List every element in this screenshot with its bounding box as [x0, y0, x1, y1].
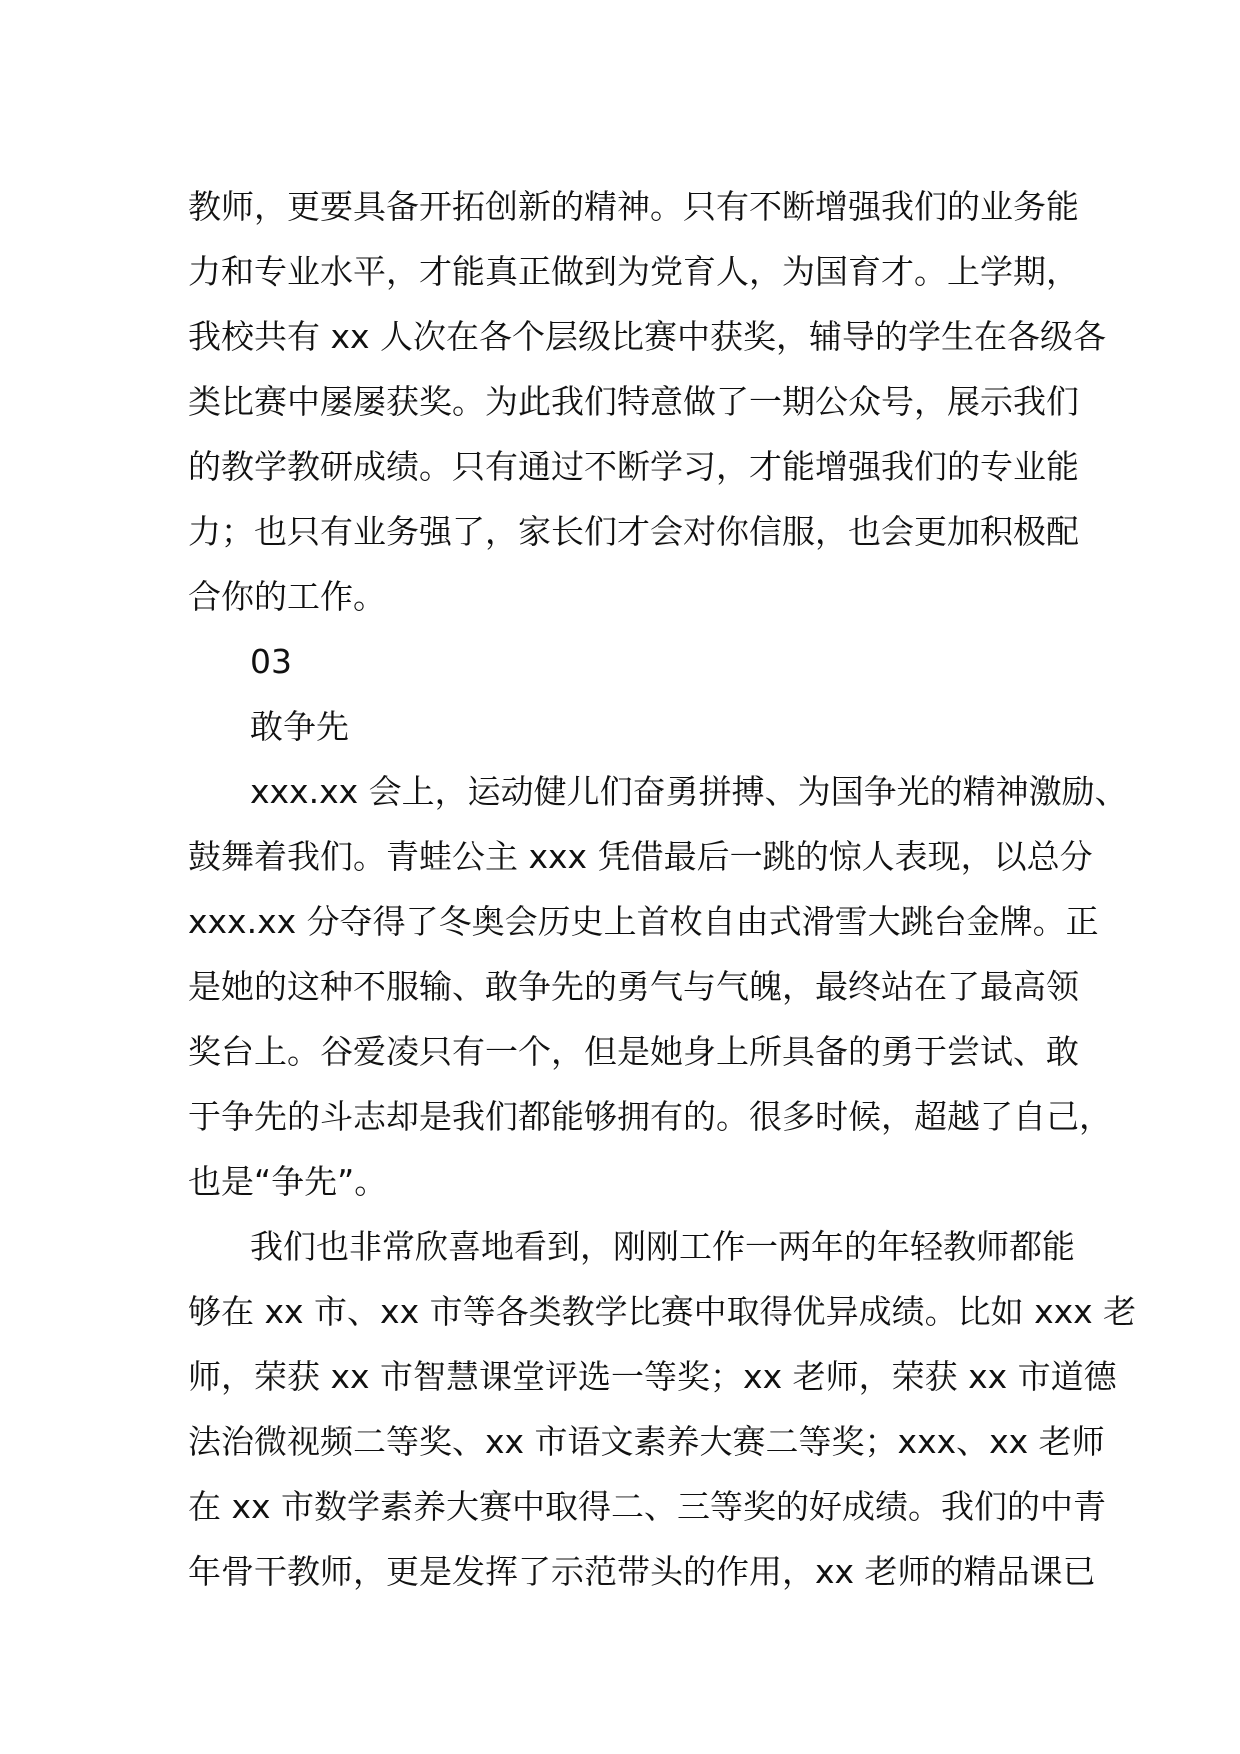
text-line: 师，荣获 xx 市智慧课堂评选一等奖；xx 老师，荣获 xx 市道德 [188, 1357, 1117, 1396]
text-line: 合你的工作。 [188, 577, 386, 616]
text-line: 奖台上。谷爱凌只有一个，但是她身上所具备的勇于尝试、敢 [188, 1032, 1079, 1071]
paragraph-teachers [188, 1214, 1137, 1604]
text-line: xxx.xx 会上，运动健儿们奋勇拼搏、为国争光的精神激励、 [250, 772, 1128, 811]
text-line: 够在 xx 市、xx 市等各类教学比赛中取得优异成绩。比如 xxx 老 [188, 1292, 1137, 1331]
text-line: 鼓舞着我们。青蛙公主 xxx 凭借最后一跳的惊人表现，以总分 [188, 837, 1093, 876]
text-line: 在 xx 市数学素养大赛中取得二、三等奖的好成绩。我们的中青 [188, 1487, 1107, 1526]
text-line: 是她的这种不服输、敢争先的勇气与气魄，最终站在了最高领 [188, 967, 1079, 1006]
text-line: 于争先的斗志却是我们都能够拥有的。很多时候，超越了自己， [188, 1097, 1112, 1136]
paragraph-continuation [188, 174, 1107, 629]
text-line: 我校共有 xx 人次在各个层级比赛中获奖，辅导的学生在各级各 [188, 317, 1107, 356]
section-number: 03 [250, 642, 292, 681]
text-line: 的教学教研成绩。只有通过不断学习，才能增强我们的专业能 [188, 447, 1079, 486]
document-body [188, 174, 1137, 1604]
text-line: 力；也只有业务强了，家长们才会对你信服，也会更加积极配 [188, 512, 1079, 551]
paragraph-olympics [188, 759, 1128, 1214]
text-line: 法治微视频二等奖、xx 市语文素养大赛二等奖；xxx、xx 老师 [188, 1422, 1105, 1461]
text-line: 也是“争先”。 [188, 1162, 388, 1201]
text-line: 类比赛中屡屡获奖。为此我们特意做了一期公众号，展示我们 [188, 382, 1079, 421]
text-line: 力和专业水平，才能真正做到为党育人，为国育才。上学期， [188, 252, 1079, 291]
section-title: 敢争先 [250, 707, 349, 746]
text-line: xxx.xx 分夺得了冬奥会历史上首枚自由式滑雪大跳台金牌。正 [188, 902, 1099, 941]
text-line: 教师，更要具备开拓创新的精神。只有不断增强我们的业务能 [188, 187, 1079, 226]
text-line: 我们也非常欣喜地看到，刚刚工作一两年的年轻教师都能 [250, 1227, 1075, 1266]
text-line: 年骨干教师，更是发挥了示范带头的作用，xx 老师的精品课已 [188, 1552, 1096, 1591]
